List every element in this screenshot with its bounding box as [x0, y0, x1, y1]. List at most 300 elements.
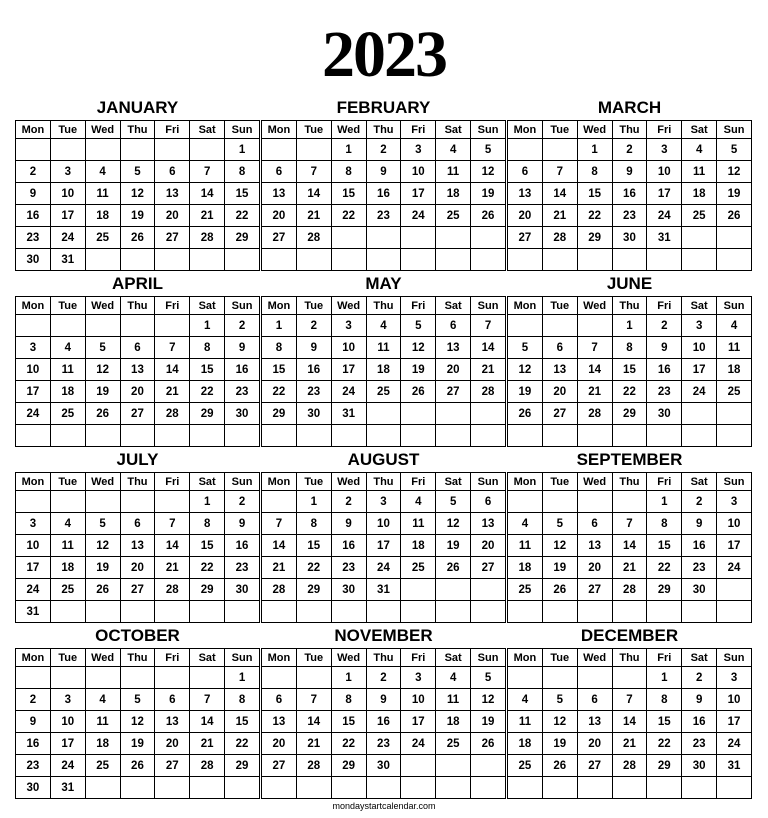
week-row — [16, 601, 260, 623]
weekday-header: Tue — [296, 473, 331, 491]
week-row — [16, 491, 260, 513]
day-cell: 3 — [401, 667, 436, 689]
week-row — [508, 601, 752, 623]
day-cell: 4 — [717, 315, 752, 337]
weekday-header: Thu — [366, 473, 401, 491]
empty-day-cell — [401, 579, 436, 601]
day-cell: 12 — [120, 183, 155, 205]
day-cell: 2 — [366, 139, 401, 161]
day-cell: 27 — [508, 227, 543, 249]
day-cell: 24 — [366, 557, 401, 579]
day-cell: 12 — [120, 711, 155, 733]
day-cell: 3 — [401, 139, 436, 161]
weekday-header: Tue — [542, 473, 577, 491]
footer-credit: mondaystartcalendar.com — [332, 801, 436, 811]
day-cell: 11 — [366, 337, 401, 359]
day-cell: 31 — [647, 227, 682, 249]
day-cell: 27 — [436, 381, 471, 403]
weekday-header: Tue — [50, 473, 85, 491]
empty-day-cell — [366, 403, 401, 425]
empty-day-cell — [85, 491, 120, 513]
day-cell: 19 — [85, 381, 120, 403]
month-november — [261, 624, 506, 799]
day-cell: 10 — [16, 359, 51, 381]
weekday-header: Tue — [542, 297, 577, 315]
day-cell: 10 — [366, 513, 401, 535]
week-row — [16, 667, 260, 689]
week-row — [508, 557, 752, 579]
week-row — [508, 183, 752, 205]
month-title: JULY — [116, 450, 159, 469]
weekday-header: Mon — [262, 121, 297, 139]
empty-day-cell — [682, 227, 717, 249]
day-cell: 30 — [682, 755, 717, 777]
day-cell: 21 — [190, 205, 225, 227]
day-cell: 24 — [682, 381, 717, 403]
day-cell: 4 — [436, 667, 471, 689]
day-cell: 23 — [16, 755, 51, 777]
day-cell: 14 — [542, 183, 577, 205]
day-cell: 12 — [542, 711, 577, 733]
day-cell: 30 — [647, 403, 682, 425]
day-cell: 26 — [120, 227, 155, 249]
weekday-header: Sun — [471, 473, 506, 491]
day-cell: 10 — [717, 689, 752, 711]
week-row — [16, 777, 260, 799]
week-row — [16, 315, 260, 337]
day-cell: 15 — [647, 711, 682, 733]
empty-day-cell — [155, 777, 190, 799]
day-cell: 2 — [366, 667, 401, 689]
empty-day-cell — [682, 403, 717, 425]
day-cell: 25 — [508, 755, 543, 777]
week-row — [262, 579, 506, 601]
empty-day-cell — [471, 403, 506, 425]
day-cell: 6 — [508, 161, 543, 183]
day-cell: 25 — [401, 557, 436, 579]
day-cell: 17 — [682, 359, 717, 381]
day-cell: 9 — [225, 337, 260, 359]
empty-day-cell — [577, 491, 612, 513]
month-title: JUNE — [606, 274, 653, 293]
day-cell: 21 — [262, 557, 297, 579]
week-row — [262, 425, 506, 447]
day-cell: 20 — [262, 205, 297, 227]
empty-day-cell — [682, 425, 717, 447]
day-cell: 24 — [717, 733, 752, 755]
weekday-header: Mon — [508, 649, 543, 667]
weekday-header: Tue — [542, 649, 577, 667]
weekday-header: Mon — [262, 649, 297, 667]
empty-day-cell — [508, 425, 543, 447]
day-cell: 3 — [717, 491, 752, 513]
empty-day-cell — [401, 403, 436, 425]
week-row — [16, 183, 260, 205]
day-cell: 25 — [682, 205, 717, 227]
day-cell: 23 — [296, 381, 331, 403]
day-cell: 17 — [331, 359, 366, 381]
day-cell: 19 — [508, 381, 543, 403]
empty-day-cell — [647, 425, 682, 447]
day-cell: 18 — [436, 711, 471, 733]
empty-day-cell — [16, 425, 51, 447]
day-cell: 27 — [262, 755, 297, 777]
day-cell: 18 — [85, 733, 120, 755]
day-cell: 8 — [190, 513, 225, 535]
day-cell: 22 — [612, 381, 647, 403]
week-row — [508, 139, 752, 161]
day-cell: 14 — [155, 535, 190, 557]
empty-day-cell — [542, 249, 577, 271]
empty-day-cell — [225, 249, 260, 271]
day-cell: 19 — [436, 535, 471, 557]
day-cell: 15 — [262, 359, 297, 381]
day-cell: 30 — [225, 579, 260, 601]
empty-day-cell — [436, 227, 471, 249]
empty-day-cell — [436, 425, 471, 447]
day-cell: 9 — [296, 337, 331, 359]
empty-day-cell — [296, 139, 331, 161]
day-cell: 27 — [577, 579, 612, 601]
empty-day-cell — [542, 139, 577, 161]
weekday-header-row — [262, 297, 506, 315]
week-row — [16, 755, 260, 777]
empty-day-cell — [331, 601, 366, 623]
day-cell: 9 — [366, 689, 401, 711]
weekday-header: Sun — [717, 121, 752, 139]
empty-day-cell — [542, 667, 577, 689]
week-row — [508, 337, 752, 359]
empty-day-cell — [50, 667, 85, 689]
empty-day-cell — [262, 667, 297, 689]
month-march — [507, 96, 752, 271]
empty-day-cell — [85, 139, 120, 161]
weekday-header: Fri — [647, 649, 682, 667]
day-cell: 19 — [542, 733, 577, 755]
day-cell: 29 — [296, 579, 331, 601]
empty-day-cell — [436, 579, 471, 601]
day-cell: 12 — [471, 689, 506, 711]
day-cell: 9 — [647, 337, 682, 359]
month-title: APRIL — [112, 274, 163, 293]
day-cell: 3 — [717, 667, 752, 689]
day-cell: 8 — [262, 337, 297, 359]
day-cell: 9 — [331, 513, 366, 535]
week-row — [508, 425, 752, 447]
empty-day-cell — [401, 249, 436, 271]
day-cell: 24 — [50, 755, 85, 777]
weekday-header: Sat — [682, 297, 717, 315]
weekday-header: Sun — [471, 297, 506, 315]
empty-day-cell — [155, 425, 190, 447]
weekday-header-row — [16, 121, 260, 139]
day-cell: 29 — [225, 755, 260, 777]
day-cell: 4 — [401, 491, 436, 513]
day-cell: 7 — [155, 337, 190, 359]
day-cell: 13 — [542, 359, 577, 381]
day-cell: 21 — [155, 557, 190, 579]
weekday-header: Mon — [262, 297, 297, 315]
month-december — [507, 624, 752, 799]
day-cell: 1 — [647, 491, 682, 513]
empty-day-cell — [508, 777, 543, 799]
empty-day-cell — [612, 249, 647, 271]
day-cell: 16 — [682, 535, 717, 557]
day-cell: 25 — [50, 579, 85, 601]
month-june — [507, 272, 752, 447]
day-cell: 5 — [471, 667, 506, 689]
day-cell: 1 — [190, 491, 225, 513]
empty-day-cell — [262, 491, 297, 513]
day-cell: 28 — [577, 403, 612, 425]
weekday-header: Thu — [612, 297, 647, 315]
day-cell: 30 — [366, 755, 401, 777]
day-cell: 7 — [296, 689, 331, 711]
weekday-header-row — [262, 121, 506, 139]
week-row — [262, 183, 506, 205]
day-cell: 15 — [190, 359, 225, 381]
month-january — [15, 96, 260, 271]
week-row — [262, 139, 506, 161]
day-cell: 28 — [612, 579, 647, 601]
day-cell: 5 — [120, 689, 155, 711]
empty-day-cell — [262, 249, 297, 271]
empty-day-cell — [120, 777, 155, 799]
day-cell: 22 — [225, 205, 260, 227]
day-cell: 19 — [120, 205, 155, 227]
empty-day-cell — [155, 315, 190, 337]
day-cell: 27 — [155, 227, 190, 249]
weekday-header: Sun — [471, 649, 506, 667]
day-cell: 4 — [682, 139, 717, 161]
day-cell: 31 — [50, 777, 85, 799]
empty-day-cell — [471, 601, 506, 623]
day-cell: 12 — [542, 535, 577, 557]
empty-day-cell — [50, 139, 85, 161]
week-row — [16, 227, 260, 249]
day-cell: 13 — [262, 711, 297, 733]
day-cell: 6 — [120, 337, 155, 359]
weekday-header: Mon — [508, 297, 543, 315]
weekday-header: Sat — [190, 297, 225, 315]
empty-day-cell — [155, 601, 190, 623]
day-cell: 28 — [190, 227, 225, 249]
day-cell: 22 — [577, 205, 612, 227]
day-cell: 3 — [647, 139, 682, 161]
empty-day-cell — [542, 777, 577, 799]
weekday-header: Thu — [366, 297, 401, 315]
weekday-header-row — [16, 649, 260, 667]
weekday-header: Sun — [717, 297, 752, 315]
day-cell: 13 — [120, 535, 155, 557]
week-row — [262, 359, 506, 381]
day-cell: 23 — [16, 227, 51, 249]
day-cell: 11 — [436, 689, 471, 711]
day-cell: 17 — [50, 733, 85, 755]
day-cell: 29 — [225, 227, 260, 249]
day-cell: 15 — [225, 711, 260, 733]
month-title: MARCH — [597, 98, 662, 117]
day-cell: 16 — [366, 183, 401, 205]
day-cell: 2 — [682, 667, 717, 689]
weekday-header: Wed — [85, 473, 120, 491]
day-cell: 16 — [612, 183, 647, 205]
day-cell: 24 — [331, 381, 366, 403]
empty-day-cell — [717, 777, 752, 799]
day-cell: 14 — [155, 359, 190, 381]
day-cell: 6 — [155, 689, 190, 711]
week-row — [262, 667, 506, 689]
empty-day-cell — [471, 755, 506, 777]
week-row — [508, 381, 752, 403]
week-row — [508, 579, 752, 601]
day-cell: 10 — [717, 513, 752, 535]
empty-day-cell — [225, 425, 260, 447]
month-may — [261, 272, 506, 447]
weekday-header: Tue — [296, 649, 331, 667]
day-cell: 5 — [85, 337, 120, 359]
weekday-header: Wed — [85, 297, 120, 315]
empty-day-cell — [331, 425, 366, 447]
day-cell: 31 — [717, 755, 752, 777]
day-cell: 26 — [508, 403, 543, 425]
week-row — [16, 205, 260, 227]
day-cell: 11 — [508, 711, 543, 733]
week-row — [508, 513, 752, 535]
day-cell: 6 — [262, 689, 297, 711]
weekday-header-row — [508, 121, 752, 139]
day-cell: 29 — [190, 403, 225, 425]
empty-day-cell — [612, 425, 647, 447]
day-cell: 19 — [471, 183, 506, 205]
day-cell: 13 — [120, 359, 155, 381]
day-cell: 28 — [296, 755, 331, 777]
week-row — [508, 667, 752, 689]
empty-day-cell — [331, 249, 366, 271]
day-cell: 12 — [401, 337, 436, 359]
empty-day-cell — [542, 601, 577, 623]
week-row — [508, 733, 752, 755]
day-cell: 18 — [401, 535, 436, 557]
day-cell: 2 — [331, 491, 366, 513]
week-row — [16, 403, 260, 425]
empty-day-cell — [120, 139, 155, 161]
month-table — [507, 296, 752, 447]
day-cell: 15 — [225, 183, 260, 205]
week-row — [16, 161, 260, 183]
day-cell: 26 — [401, 381, 436, 403]
empty-day-cell — [155, 249, 190, 271]
day-cell: 4 — [50, 513, 85, 535]
day-cell: 7 — [612, 513, 647, 535]
empty-day-cell — [577, 777, 612, 799]
month-table — [261, 296, 506, 447]
day-cell: 12 — [85, 359, 120, 381]
weekday-header: Tue — [296, 297, 331, 315]
week-row — [508, 777, 752, 799]
day-cell: 31 — [331, 403, 366, 425]
day-cell: 2 — [16, 161, 51, 183]
weekday-header: Sat — [436, 649, 471, 667]
day-cell: 25 — [436, 205, 471, 227]
day-cell: 1 — [331, 139, 366, 161]
day-cell: 22 — [262, 381, 297, 403]
weekday-header: Wed — [331, 473, 366, 491]
empty-day-cell — [120, 315, 155, 337]
day-cell: 16 — [682, 711, 717, 733]
day-cell: 11 — [50, 535, 85, 557]
day-cell: 17 — [16, 381, 51, 403]
day-cell: 5 — [85, 513, 120, 535]
day-cell: 21 — [296, 733, 331, 755]
day-cell: 6 — [436, 315, 471, 337]
week-row — [262, 403, 506, 425]
day-cell: 1 — [331, 667, 366, 689]
day-cell: 8 — [647, 513, 682, 535]
weekday-header: Thu — [366, 649, 401, 667]
empty-day-cell — [120, 601, 155, 623]
empty-day-cell — [436, 755, 471, 777]
day-cell: 8 — [647, 689, 682, 711]
day-cell: 8 — [190, 337, 225, 359]
empty-day-cell — [508, 249, 543, 271]
day-cell: 17 — [50, 205, 85, 227]
day-cell: 15 — [647, 535, 682, 557]
month-table — [261, 472, 506, 623]
weekday-header: Tue — [542, 121, 577, 139]
day-cell: 27 — [262, 227, 297, 249]
weekday-header: Mon — [16, 121, 51, 139]
day-cell: 11 — [717, 337, 752, 359]
empty-day-cell — [577, 667, 612, 689]
empty-day-cell — [682, 249, 717, 271]
weekday-header: Mon — [262, 473, 297, 491]
day-cell: 13 — [471, 513, 506, 535]
day-cell: 19 — [120, 733, 155, 755]
day-cell: 30 — [16, 249, 51, 271]
day-cell: 30 — [296, 403, 331, 425]
day-cell: 7 — [296, 161, 331, 183]
weekday-header: Fri — [401, 121, 436, 139]
day-cell: 23 — [225, 381, 260, 403]
month-title: MAY — [365, 274, 402, 293]
weekday-header: Fri — [647, 297, 682, 315]
day-cell: 30 — [682, 579, 717, 601]
day-cell: 25 — [366, 381, 401, 403]
day-cell: 18 — [717, 359, 752, 381]
day-cell: 23 — [682, 557, 717, 579]
day-cell: 6 — [577, 513, 612, 535]
empty-day-cell — [366, 601, 401, 623]
day-cell: 25 — [717, 381, 752, 403]
week-row — [262, 689, 506, 711]
day-cell: 17 — [401, 711, 436, 733]
day-cell: 21 — [577, 381, 612, 403]
day-cell: 9 — [225, 513, 260, 535]
empty-day-cell — [577, 425, 612, 447]
day-cell: 1 — [647, 667, 682, 689]
empty-day-cell — [296, 777, 331, 799]
day-cell: 1 — [612, 315, 647, 337]
day-cell: 22 — [331, 205, 366, 227]
empty-day-cell — [401, 777, 436, 799]
day-cell: 9 — [682, 513, 717, 535]
day-cell: 30 — [16, 777, 51, 799]
empty-day-cell — [717, 601, 752, 623]
month-title: OCTOBER — [95, 626, 180, 645]
day-cell: 14 — [577, 359, 612, 381]
empty-day-cell — [647, 249, 682, 271]
